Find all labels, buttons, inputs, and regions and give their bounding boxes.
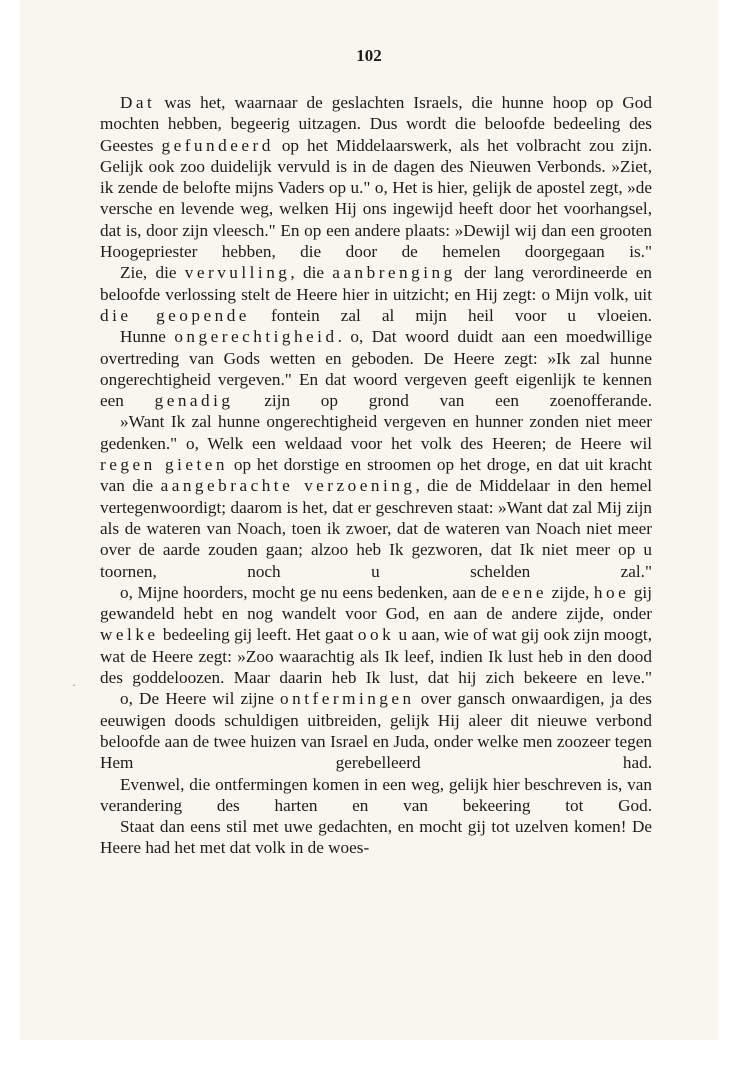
text-segment: , die [290,263,333,283]
paragraph [100,688,652,773]
text-segment: op het dorstige en stroomen op het droge, en dat uit kracht van die [100,455,652,496]
emphasized-text: aanbrenging [332,263,456,283]
paragraph [100,326,652,411]
paragraph [100,411,652,581]
stray-mark: · [72,678,76,692]
paragraph [100,262,652,326]
text-segment: was het, waarnaar de geslachten Israels, die hunne hoop op God mochten hebben, begeerig uitzagen. Dus wordt die beloofde bedeeling des Geestes [100,93,652,155]
text-segment: gij gewandeld hebt en nog wandelt voor God, en aan de andere zijde, onder [100,582,652,624]
emphasized-text: ontfermingen [280,689,415,709]
text-segment: o, De Heere wil zijne [120,689,281,709]
page-number: 102 [356,46,382,65]
text-segment: . o, Dat woord duidt aan een moedwillige overtreding van Gods wetten en geboden. De Heere zegt: »Ik zal hunne ongerechtigheid vergeven." En dat woord vergeven geeft eigenlijk te kennen een [100,327,652,411]
emphasized-text: gefundeerd [161,135,274,155]
emphasized-text: die geopende [100,305,250,325]
text-segment: Hunne [120,327,175,347]
text-segment: »Want Ik zal hunne ongerechtigheid vergeven en hunner zonden niet meer gedenken." o, Welk een weldaad voor het volk des Heeren; de Heere wil [100,412,652,453]
text-segment: o, Mijne hoorders, mocht ge nu eens bedenken, aan de [120,582,502,602]
emphasized-text: eene [501,582,547,602]
text-segment: fontein zal al mijn heil voor u vloeien. [249,305,652,325]
paragraph [100,774,652,817]
emphasized-text: regen gieten [100,455,229,475]
text-segment: u aan, wie of wat gij ook zijn moogt, wat de Heere zegt: »Zoo waarachtig als Ik leef, indien Ik lust heb in den dood des goddeloozen. Maar daarin heb Ik lust, dat hij zich bekeere en leve." [100,625,652,688]
text-segment: zijn op grond van een zoenofferande. [233,391,652,411]
emphasized-text: ook [357,625,395,645]
text-segment: op het Middelaarswerk, als het volbracht zou zijn. Gelijk ook zoo duidelijk vervuld is in de dagen des Nieuwen Verbonds. »Ziet, ik zende de belofte mijns Vaders op u." o, Het is hier, gelijk de apostel zegt, »de versche en levende weg, welken Hij ons ingewijd heeft door het voorhangsel, dat is, door zijn vleesch." En op een andere plaats: »Dewijl wij dan een grooten Hoogepriester hebben, die door de hemelen doorgegaan is." [100,135,653,262]
paragraph [100,816,652,859]
emphasized-text: ongerechtigheid [174,327,338,347]
emphasized-text: vervulling [184,263,291,283]
text-segment: , die de Middelaar in den hemel vertegenwoordigt; daarom is het, dat er geschreven staat: »Want dat zal Mij zijn als de wateren van Noach, toen ik zwoer, dat de wateren van Noach niet meer over de aarde zouden gaan; alzoo heb Ik gezworen, dat Ik niet meer op u toornen, noch u schelden zal." [100,476,652,581]
paragraph [100,582,652,688]
text-segment: Evenwel, die ontfermingen komen in een weg, gelijk hier beschreven is, van verandering des harten en van bekeering tot God. [100,774,652,815]
text-segment: zijde, [547,582,594,602]
emphasized-text: welke [100,625,159,645]
paragraph [100,92,652,262]
emphasized-text: aangebrachte verzoening [160,476,416,496]
emphasized-text: genadig [154,391,234,411]
body-text [100,92,652,859]
text-segment: Staat dan eens stil met uwe gedachten, en mocht gij tot uzelven komen! De Heere had het met dat volk in de woes- [100,817,652,858]
text-segment: Zie, die [120,263,185,283]
emphasized-text: Dat [120,93,156,112]
emphasized-text: hoe [593,582,630,602]
text-segment: over gansch onwaardigen, ja des eeuwigen doods schuldigen uitbreiden, gelijk Hij aleer dit nieuwe verbond beloofde aan de twee huizen van Israel en Juda, onder welke men zoozeer tegen Hem gerebelleerd had. [100,689,652,773]
text-segment: der lang verordineerde en beloofde verlossing stelt de Heere hier in uitzicht; en Hij zegt: o Mijn volk, uit [100,263,652,304]
text-segment: bedeeling gij leeft. Het gaat [158,625,358,645]
